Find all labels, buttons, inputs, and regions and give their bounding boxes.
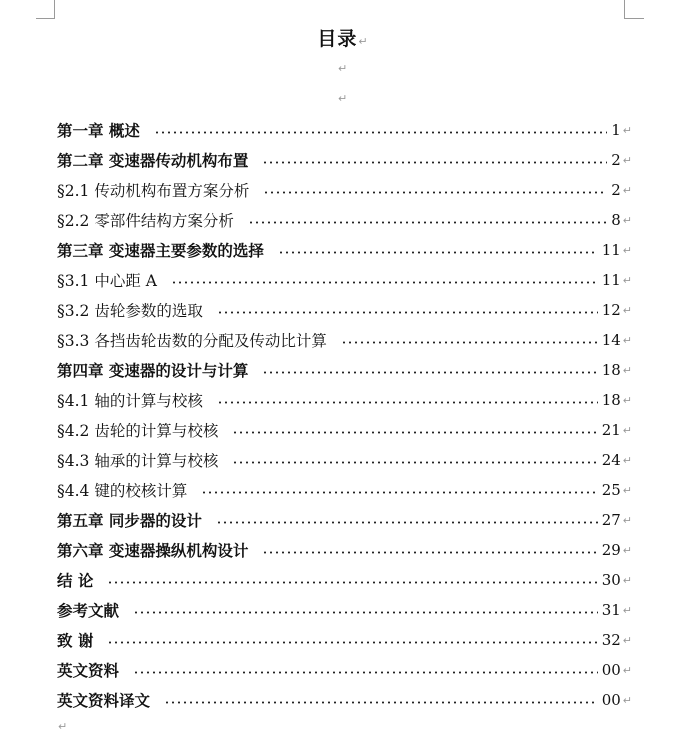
paragraph-mark-icon: ↵ [622, 393, 632, 407]
dot-leader [154, 131, 607, 134]
toc-entry-text[interactable]: 第六章 变速器操纵机构设计 [57, 542, 249, 560]
dot-leader [216, 521, 598, 524]
toc-entry[interactable] [57, 535, 632, 565]
toc-entry-text[interactable]: 英文资料译文 [57, 692, 151, 710]
dot-leader [262, 161, 607, 164]
toc-entry[interactable] [57, 595, 632, 625]
toc-page-number[interactable]: 00 [601, 661, 621, 679]
dot-leader [278, 251, 598, 254]
dot-leader [248, 221, 607, 224]
paragraph-mark-icon: ↵ [622, 153, 632, 167]
toc-page-number[interactable]: 30 [601, 571, 621, 589]
toc-entry-text[interactable]: §4.1 轴的计算与校核 [57, 392, 203, 410]
toc-title-text: 目录 [317, 28, 358, 50]
toc-page-number[interactable]: 29 [601, 541, 621, 559]
paragraph-mark-icon: ↵ [622, 273, 632, 287]
toc-entry-text[interactable]: 参考文献 [57, 602, 120, 620]
toc-page-number[interactable]: 18 [601, 361, 621, 379]
empty-paragraph-mark-icon: ↵ [338, 62, 348, 75]
toc-entry[interactable] [57, 175, 632, 205]
dot-leader [201, 491, 597, 494]
paragraph-mark-icon: ↵ [622, 183, 632, 197]
dot-leader [133, 611, 598, 614]
toc-entry[interactable] [57, 565, 632, 595]
dot-leader [133, 671, 598, 674]
dot-leader [164, 701, 598, 704]
paragraph-mark-icon: ↵ [622, 363, 632, 377]
toc-entry[interactable] [57, 505, 632, 535]
toc-page-number[interactable]: 11 [601, 241, 621, 259]
paragraph-mark-icon: ↵ [622, 123, 632, 137]
toc-entry[interactable] [57, 385, 632, 415]
toc-entry[interactable] [57, 115, 632, 145]
toc-entry-text[interactable]: 第五章 同步器的设计 [57, 512, 202, 530]
toc-page-number[interactable]: 31 [601, 601, 621, 619]
paragraph-mark-icon: ↵ [622, 423, 632, 437]
toc-entry[interactable] [57, 235, 632, 265]
crop-mark-top-right [624, 0, 625, 18]
toc-page-number[interactable]: 2 [611, 181, 621, 199]
paragraph-mark-icon: ↵ [622, 663, 632, 677]
dot-leader [263, 191, 607, 194]
toc-entry[interactable] [57, 205, 632, 235]
empty-paragraph-mark-icon: ↵ [338, 92, 348, 105]
toc-entry[interactable] [57, 265, 632, 295]
toc-entry[interactable] [57, 685, 632, 715]
toc-entry[interactable] [57, 295, 632, 325]
toc-page-number[interactable]: 27 [601, 511, 621, 529]
toc-entry[interactable] [57, 325, 632, 355]
paragraph-mark-icon: ↵ [622, 693, 632, 707]
toc-entry[interactable] [57, 475, 632, 505]
toc-entry[interactable] [57, 355, 632, 385]
dot-leader [262, 551, 597, 554]
toc-entry-text[interactable]: §3.1 中心距 A [57, 272, 157, 290]
toc-page-number[interactable]: 8 [611, 211, 621, 229]
toc-page-number[interactable]: 2 [611, 151, 621, 169]
toc-entry-text[interactable]: §4.4 键的校核计算 [57, 482, 188, 500]
toc-title [0, 24, 686, 51]
toc-entry[interactable] [57, 655, 632, 685]
dot-leader [232, 461, 597, 464]
paragraph-mark-icon: ↵ [622, 573, 632, 587]
toc-page-number[interactable]: 14 [601, 331, 621, 349]
dot-leader [217, 401, 598, 404]
toc-entry-text[interactable]: 英文资料 [57, 662, 120, 680]
dot-leader [107, 641, 597, 644]
toc-page-number[interactable]: 1 [611, 121, 621, 139]
paragraph-mark-icon: ↵ [358, 35, 369, 48]
paragraph-mark-icon: ↵ [622, 303, 632, 317]
toc-entry-text[interactable]: 第二章 变速器传动机构布置 [57, 152, 249, 170]
table-of-contents [57, 115, 632, 715]
crop-mark-top-left-h [36, 18, 55, 19]
paragraph-mark-icon: ↵ [622, 633, 632, 647]
toc-entry-text[interactable]: §2.1 传动机构布置方案分析 [57, 182, 250, 200]
toc-page-number[interactable]: 21 [601, 421, 621, 439]
dot-leader [217, 311, 598, 314]
toc-entry-text[interactable]: 结 论 [57, 572, 94, 590]
paragraph-mark-icon: ↵ [622, 333, 632, 347]
dot-leader [262, 371, 597, 374]
toc-entry[interactable] [57, 445, 632, 475]
toc-page-number[interactable]: 32 [601, 631, 621, 649]
paragraph-mark-icon: ↵ [622, 483, 632, 497]
dot-leader [341, 341, 598, 344]
toc-entry[interactable] [57, 625, 632, 655]
paragraph-mark-icon: ↵ [622, 243, 632, 257]
toc-page-number[interactable]: 12 [601, 301, 621, 319]
paragraph-mark-icon: ↵ [622, 543, 632, 557]
toc-page-number[interactable]: 18 [601, 391, 621, 409]
dot-leader [107, 581, 597, 584]
toc-page-number[interactable]: 25 [601, 481, 621, 499]
toc-entry-text[interactable]: 第三章 变速器主要参数的选择 [57, 242, 264, 260]
toc-entry-text[interactable]: 第四章 变速器的设计与计算 [57, 362, 249, 380]
crop-mark-top-left [54, 0, 55, 18]
toc-page-number[interactable]: 24 [601, 451, 621, 469]
paragraph-mark-icon: ↵ [622, 603, 632, 617]
toc-page-number[interactable]: 11 [601, 271, 621, 289]
toc-page-number[interactable]: 00 [601, 691, 621, 709]
dot-leader [232, 431, 597, 434]
toc-entry[interactable] [57, 415, 632, 445]
toc-entry-text[interactable]: §3.3 各挡齿轮齿数的分配及传动比计算 [57, 332, 327, 350]
end-paragraph-mark-icon: ↵ [58, 720, 68, 733]
paragraph-mark-icon: ↵ [622, 513, 632, 527]
toc-entry-text[interactable]: §3.2 齿轮参数的选取 [57, 302, 203, 320]
paragraph-mark-icon: ↵ [622, 213, 632, 227]
toc-entry[interactable] [57, 145, 632, 175]
crop-mark-top-right-h [624, 18, 644, 19]
toc-entry-text[interactable]: §4.3 轴承的计算与校核 [57, 452, 219, 470]
toc-entry-text[interactable]: 致 谢 [57, 632, 94, 650]
toc-entry-text[interactable]: 第一章 概述 [57, 122, 140, 140]
dot-leader [171, 281, 598, 284]
paragraph-mark-icon: ↵ [622, 453, 632, 467]
toc-entry-text[interactable]: §2.2 零部件结构方案分析 [57, 212, 234, 230]
toc-entry-text[interactable]: §4.2 齿轮的计算与校核 [57, 422, 219, 440]
